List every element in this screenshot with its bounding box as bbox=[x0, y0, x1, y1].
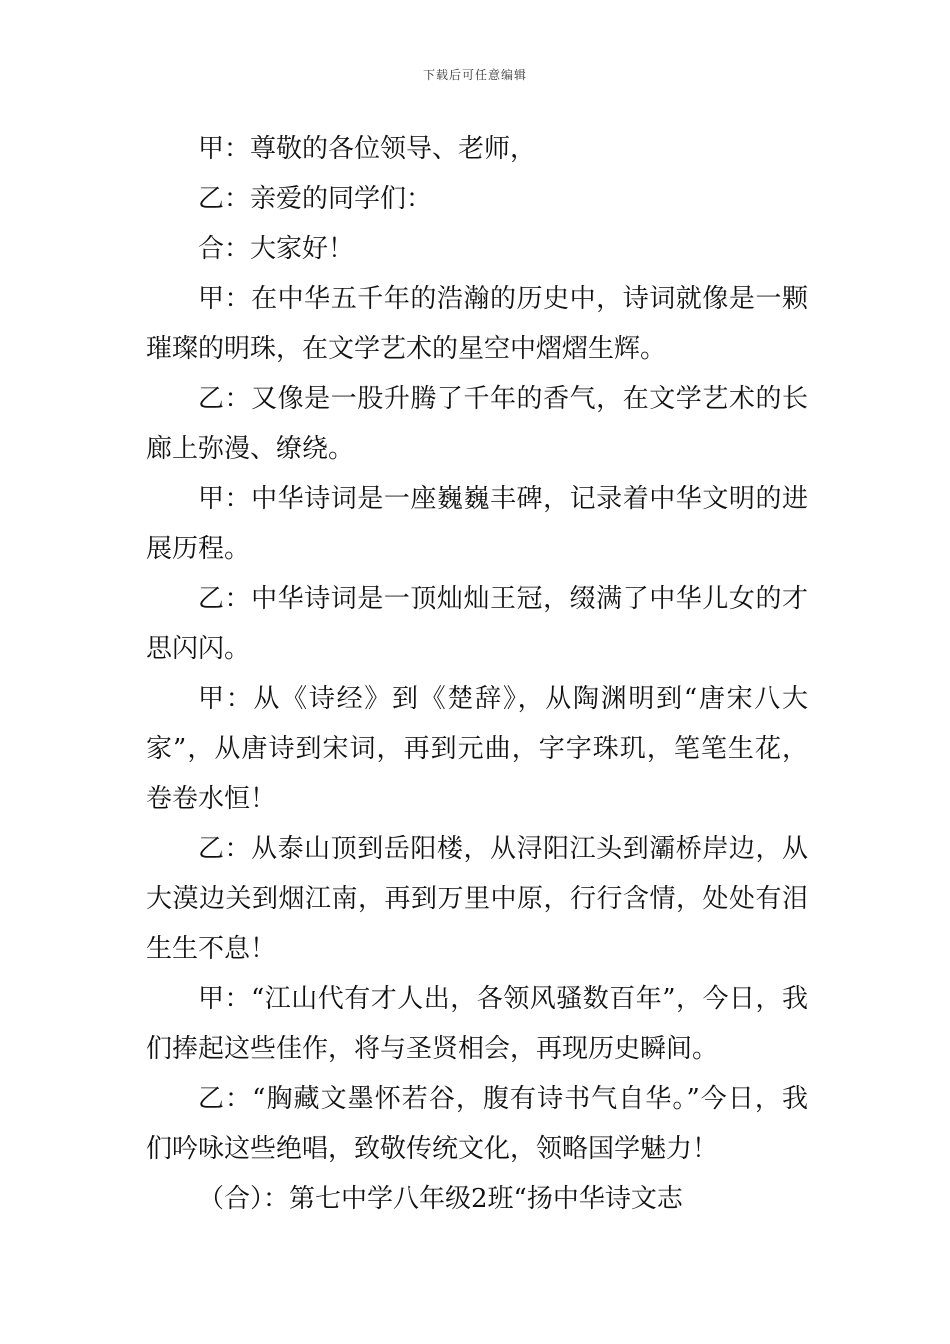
paragraph-greeting-students: 乙：亲爱的同学们： bbox=[198, 184, 433, 214]
paragraph-culture: 乙：“胸藏文墨怀若谷，腹有诗书气自华。”今日，我们吟咏这些绝唱，致敬传统文化，领略国学魅力！ bbox=[146, 1084, 808, 1164]
header-note: 下载后可任意编辑 bbox=[422, 68, 527, 82]
paragraph-landscapes: 乙：从泰山顶到岳阳楼，从浔阳江头到灞桥岸边，从大漠边关到烟江南，再到万里中原，行行含情，处处有泪生生不息！ bbox=[146, 834, 808, 964]
paragraph-classics: 甲：从《诗经》到《楚辞》，从陶渊明到“唐宋八大家”，从唐诗到宋词，再到元曲，字字珠玑，笔笔生花，卷卷水恒！ bbox=[146, 684, 808, 814]
paragraph-fragrance: 乙：又像是一股升腾了千年的香气，在文学艺术的长廊上弥漫、缭绕。 bbox=[146, 384, 808, 464]
paragraph-greeting-all: 合：大家好！ bbox=[198, 234, 355, 264]
script-body bbox=[146, 124, 808, 1224]
paragraph-monument: 甲：中华诗词是一座巍巍丰碑，记录着中华文明的进展历程。 bbox=[146, 484, 808, 564]
paragraph-crown: 乙：中华诗词是一顶灿灿王冠，缀满了中华儿女的才思闪闪。 bbox=[146, 584, 808, 664]
paragraph-history: 甲：在中华五千年的浩瀚的历史中，诗词就像是一颗璀璨的明珠，在文学艺术的星空中熠熠生辉。 bbox=[146, 284, 808, 364]
paragraph-greeting-leaders: 甲：尊敬的各位领导、老师， bbox=[198, 134, 537, 164]
paragraph-talents: 甲：“江山代有才人出，各领风骚数百年”，今日，我们捧起这些佳作，将与圣贤相会，再现历史瞬间。 bbox=[146, 984, 808, 1064]
paragraph-closing: （合）：第七中学八年级2班“扬中华诗文志 bbox=[198, 1184, 683, 1214]
